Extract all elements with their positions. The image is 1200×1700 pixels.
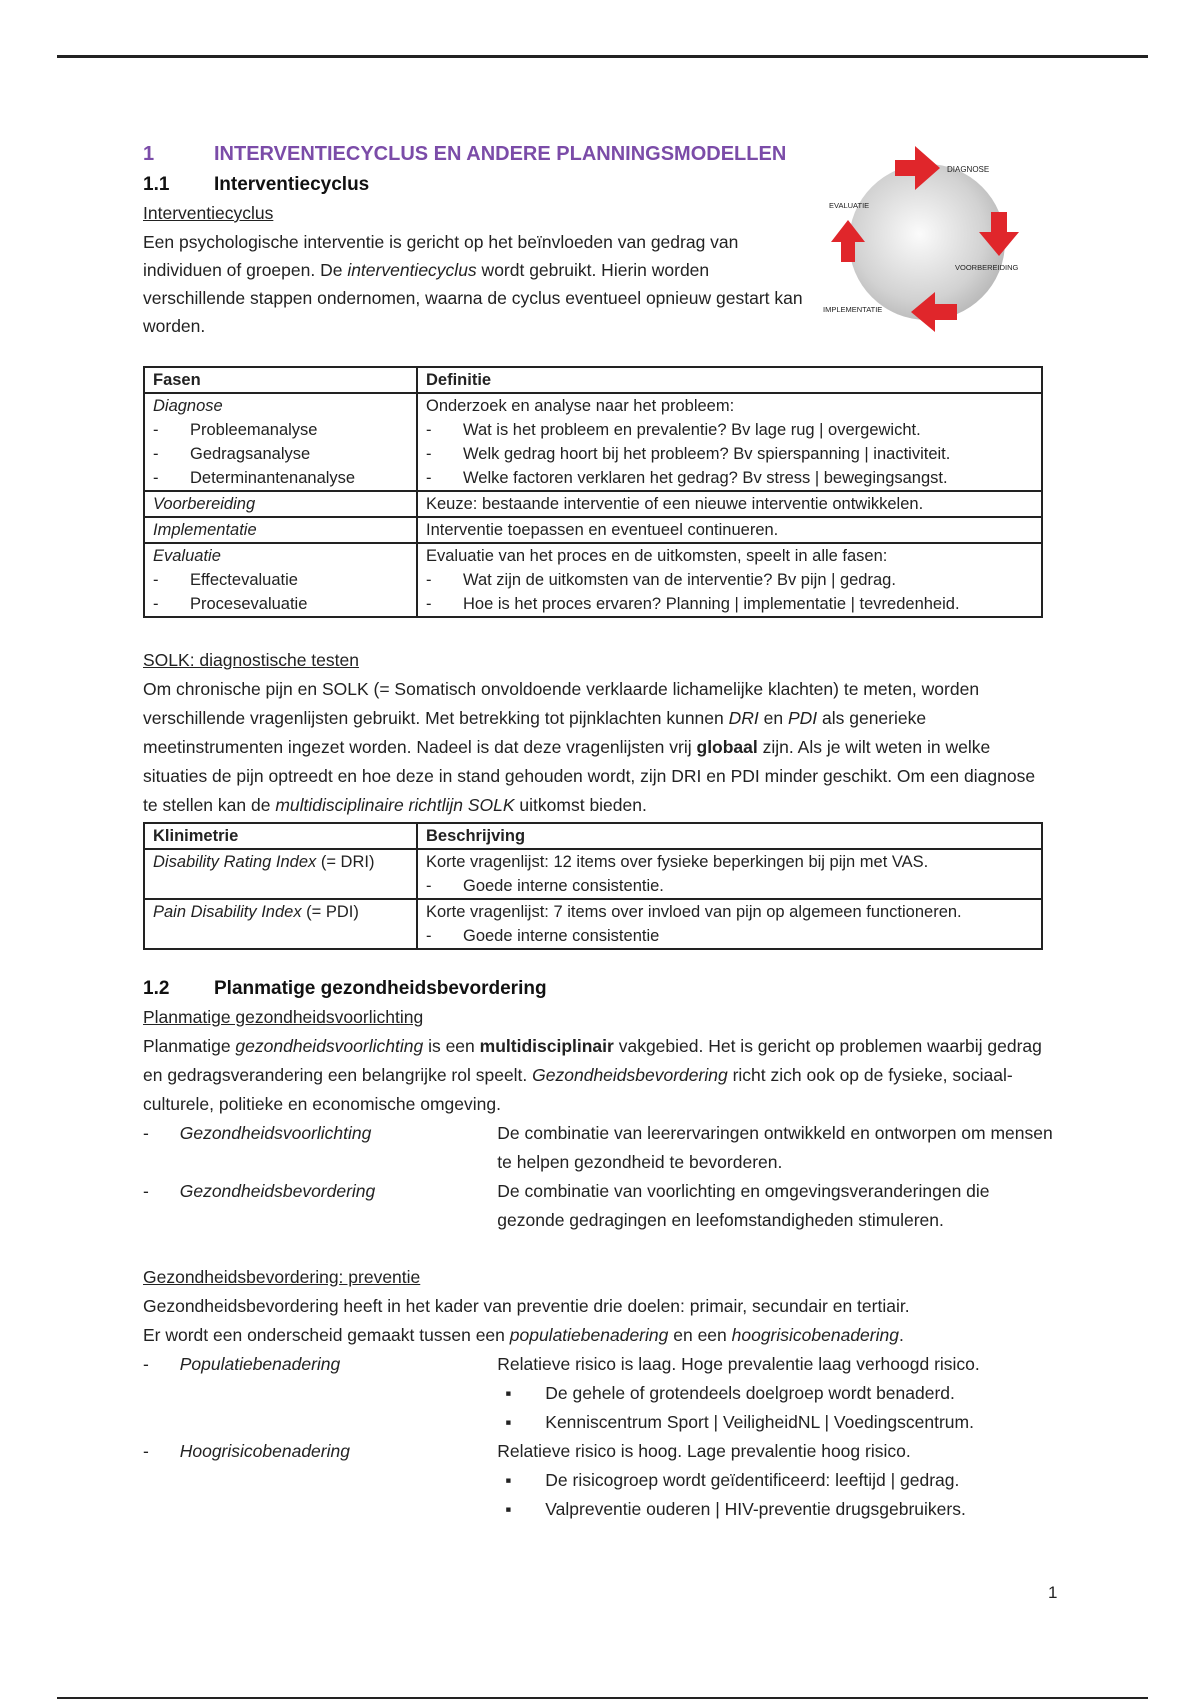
subheading: Planmatige gezondheidsvoorlichting: [143, 1007, 424, 1027]
table-header-row: [144, 823, 1042, 849]
definition-cell: Keuze: bestaande interventie of een nieuwe interventie ontwikkelen.: [417, 491, 1042, 517]
dash: -: [153, 469, 159, 487]
definition-item: [143, 1119, 1053, 1177]
dash: -: [426, 877, 432, 895]
column-header: Klinimetrie: [144, 823, 417, 849]
dash: -: [153, 421, 159, 439]
text: Welke factoren verklaren het gedrag? Bv stress | bewegingsangst.: [463, 469, 948, 487]
text: richt zich ook op de fysieke, sociaal-culturele, politieke en economische omgeving.: [143, 1065, 1013, 1114]
text-bold: globaal: [696, 737, 758, 757]
subheading: Gezondheidsbevordering: preventie: [143, 1267, 421, 1287]
section-number: 1.1: [143, 174, 170, 195]
text: .: [898, 1325, 904, 1345]
chapter-number: 1: [143, 143, 155, 165]
list-item: [426, 568, 1033, 592]
dash: -: [153, 595, 159, 613]
list-item: [426, 924, 1033, 948]
text-bold: multidisciplinair: [479, 1036, 614, 1056]
text: Effectevaluatie: [190, 571, 298, 589]
solk-paragraph: [143, 675, 1053, 820]
header-rule: [57, 55, 1148, 58]
definition-text: De combinatie van voorlichting en omgevingsveranderingen die gezonde gedragingen en leefomstandigheden stimuleren.: [497, 1181, 990, 1230]
column-header: Beschrijving: [417, 823, 1042, 849]
dash: -: [143, 1354, 149, 1374]
text-italic: Gezondheidsbevordering: [532, 1065, 728, 1085]
list-item: [153, 442, 408, 466]
klinimetrie-table: [143, 822, 1043, 950]
chapter-title: INTERVENTIECYCLUS EN ANDERE PLANNINGSMODELLEN: [214, 143, 787, 165]
footer-rule: [57, 1697, 1148, 1699]
description-cell: [417, 899, 1042, 949]
text: Relatieve risico is hoog. Lage prevalentie hoog risico.: [497, 1441, 911, 1461]
text: Valpreventie ouderen | HIV-preventie drugsgebruikers.: [545, 1499, 966, 1519]
description-cell: [417, 849, 1042, 899]
text: Welk gedrag hoort bij het probleem? Bv spierspanning | inactiviteit.: [463, 445, 951, 463]
definition-term: Gezondheidsbevordering: [179, 1181, 376, 1201]
text: Een psychologische interventie is gericht op het beïnvloeden van gedrag van individuen of groepen. De: [143, 232, 739, 280]
dash: -: [426, 571, 432, 589]
table-row: [144, 491, 1042, 517]
svg-text:DIAGNOSE: DIAGNOSE: [947, 165, 990, 174]
column-header: Definitie: [417, 367, 1042, 393]
dash: -: [143, 1123, 149, 1143]
dash: -: [426, 595, 432, 613]
table-row: [144, 517, 1042, 543]
text: uitkomst bieden.: [514, 795, 647, 815]
text-italic: populatiebenadering: [509, 1325, 669, 1345]
phase-cell: [144, 543, 417, 617]
text: Determinantenanalyse: [190, 469, 356, 487]
list-item: [426, 592, 1033, 616]
text: Korte vragenlijst: 7 items over invloed van pijn op algemeen functioneren.: [426, 903, 962, 921]
dash: -: [143, 1181, 149, 1201]
text: Korte vragenlijst: 12 items over fysieke beperkingen bij pijn met VAS.: [426, 853, 929, 871]
page-number: 1: [1048, 1583, 1058, 1602]
text: De risicogroep wordt geïdentificeerd: leeftijd | gedrag.: [545, 1470, 960, 1490]
phase-name: Evaluatie: [153, 547, 221, 565]
column-header: Fasen: [144, 367, 417, 393]
text: Wat zijn de uitkomsten van de interventie? Bv pijn | gedrag.: [463, 571, 896, 589]
phase-name: Implementatie: [144, 517, 417, 543]
dash: -: [143, 1441, 149, 1461]
square-bullet-icon: ▪: [505, 1499, 512, 1519]
text-italic: hoogrisicobenadering: [731, 1325, 899, 1345]
phase-cell: [144, 393, 417, 491]
text-italic: PDI: [787, 708, 818, 728]
text: wordt gebruikt. Hierin worden verschillende stappen ondernomen, waarna de cyclus eventueel opnieuw gestart kan worden.: [143, 260, 803, 336]
table-row: [144, 543, 1042, 617]
section-1-1: [143, 165, 1053, 340]
section-title: Interventiecyclus: [214, 174, 370, 195]
definition-text: De combinatie van leerervaringen ontwikkeld en ontworpen om mensen te helpen gezondheid te bevorderen.: [497, 1123, 1053, 1172]
text: Evaluatie van het proces en de uitkomsten, speelt in alle fasen:: [426, 547, 888, 565]
instrument-cell: [144, 899, 417, 949]
text: Relatieve risico is laag. Hoge prevalentie laag verhoogd risico.: [497, 1354, 980, 1374]
subheading: SOLK: diagnostische testen: [143, 650, 359, 670]
square-bullet-icon: ▪: [505, 1470, 512, 1490]
text-italic: Pain Disability Index: [153, 903, 302, 921]
text: Probleemanalyse: [190, 421, 318, 439]
list-item: [426, 418, 1033, 442]
list-item: [426, 442, 1033, 466]
dash: -: [426, 421, 432, 439]
text: (= DRI): [316, 853, 375, 871]
text: Hoe is het proces ervaren? Planning | implementatie | tevredenheid.: [463, 595, 960, 613]
text: Goede interne consistentie: [463, 927, 660, 945]
text: en een: [668, 1325, 732, 1345]
text: Onderzoek en analyse naar het probleem:: [426, 397, 735, 415]
subheading: Interventiecyclus: [143, 203, 274, 223]
text: Om chronische pijn en SOLK (= Somatisch onvoldoende verklaarde lichamelijke klachten) te meten, worden verschillende vragenlijsten gebruikt. Met betrekking tot pijnklachten kunnen: [143, 679, 980, 728]
table-row: [144, 849, 1042, 899]
approach-term: Hoogrisicobenadering: [179, 1441, 350, 1461]
text: Gedragsanalyse: [190, 445, 311, 463]
list-item: [153, 418, 408, 442]
instrument-cell: [144, 849, 417, 899]
bullet-item: [497, 1495, 1053, 1524]
list-item: [153, 592, 408, 616]
phase-name: Voorbereiding: [144, 491, 417, 517]
approach-item: [143, 1350, 1053, 1437]
list-item: [426, 466, 1033, 490]
square-bullet-icon: ▪: [505, 1383, 512, 1403]
dash: -: [426, 927, 432, 945]
preventie-line: [143, 1321, 1053, 1350]
text: Procesevaluatie: [190, 595, 308, 613]
text: als generieke meetinstrumenten ingezet worden. Nadeel is dat deze vragenlijsten vrij: [143, 708, 927, 757]
bullet-item: [497, 1408, 1053, 1437]
approach-definition: [497, 1437, 1053, 1524]
text: Kenniscentrum Sport | VeiligheidNL | Voedingscentrum.: [545, 1412, 974, 1432]
section-number: 1.2: [143, 978, 170, 999]
text: is een: [423, 1036, 480, 1056]
text-italic: multidisciplinaire richtlijn SOLK: [275, 795, 515, 815]
text-italic: interventiecyclus: [347, 260, 477, 280]
bullet-item: [497, 1466, 1053, 1495]
dash: -: [426, 445, 432, 463]
text: Planmatige: [143, 1036, 236, 1056]
document-page: [143, 140, 1053, 1524]
svg-text:VOORBEREIDING: VOORBEREIDING: [955, 263, 1019, 272]
section-title: Planmatige gezondheidsbevordering: [214, 978, 547, 999]
definition-cell: Interventie toepassen en eventueel continueren.: [417, 517, 1042, 543]
definition-cell: [417, 393, 1042, 491]
svg-text:EVALUATIE: EVALUATIE: [829, 201, 870, 210]
text: en: [758, 708, 788, 728]
text-italic: Disability Rating Index: [153, 853, 317, 871]
section-heading: [143, 974, 1053, 1003]
intro-paragraph: [143, 228, 803, 340]
dash: -: [426, 469, 432, 487]
text: (= PDI): [301, 903, 359, 921]
dash: -: [153, 445, 159, 463]
phase-name: Diagnose: [153, 397, 223, 415]
text-italic: gezondheidsvoorlichting: [235, 1036, 424, 1056]
table-header-row: [144, 367, 1042, 393]
text: Goede interne consistentie.: [463, 877, 664, 895]
definition-item: [143, 1177, 1053, 1235]
approach-term: Populatiebenadering: [179, 1354, 341, 1374]
definition-term: Gezondheidsvoorlichting: [179, 1123, 372, 1143]
approach-definition: [497, 1350, 1053, 1437]
text: zijn. Als je wilt weten in welke situaties de pijn optreedt en hoe deze in stand gehouden wordt, zijn DRI en PDI minder geschikt. Om een diagnose te stellen kan de: [143, 737, 1036, 815]
text: vakgebied. Het is gericht op problemen waarbij gedrag en gedragsverandering een belangrijke rol speelt.: [143, 1036, 1042, 1085]
approach-item: [143, 1437, 1053, 1524]
table-row: [144, 899, 1042, 949]
preventie-line: Gezondheidsbevordering heeft in het kader van preventie drie doelen: primair, secundair en tertiair.: [143, 1296, 910, 1316]
definition-cell: [417, 543, 1042, 617]
list-item: [153, 568, 408, 592]
list-item: [153, 466, 408, 490]
square-bullet-icon: ▪: [505, 1412, 512, 1432]
text-italic: DRI: [728, 708, 759, 728]
list-item: [426, 874, 1033, 898]
dash: -: [153, 571, 159, 589]
phase-table: [143, 366, 1043, 618]
text: De gehele of grotendeels doelgroep wordt benaderd.: [545, 1383, 955, 1403]
table-row: [144, 393, 1042, 491]
svg-text:IMPLEMENTATIE: IMPLEMENTATIE: [823, 305, 883, 314]
intervention-cycle-diagram: [815, 142, 1045, 342]
voorlichting-paragraph: [143, 1032, 1053, 1119]
text: Wat is het probleem en prevalentie? Bv lage rug | overgewicht.: [463, 421, 921, 439]
text: Er wordt een onderscheid gemaakt tussen een: [143, 1325, 510, 1345]
bullet-item: [497, 1379, 1053, 1408]
